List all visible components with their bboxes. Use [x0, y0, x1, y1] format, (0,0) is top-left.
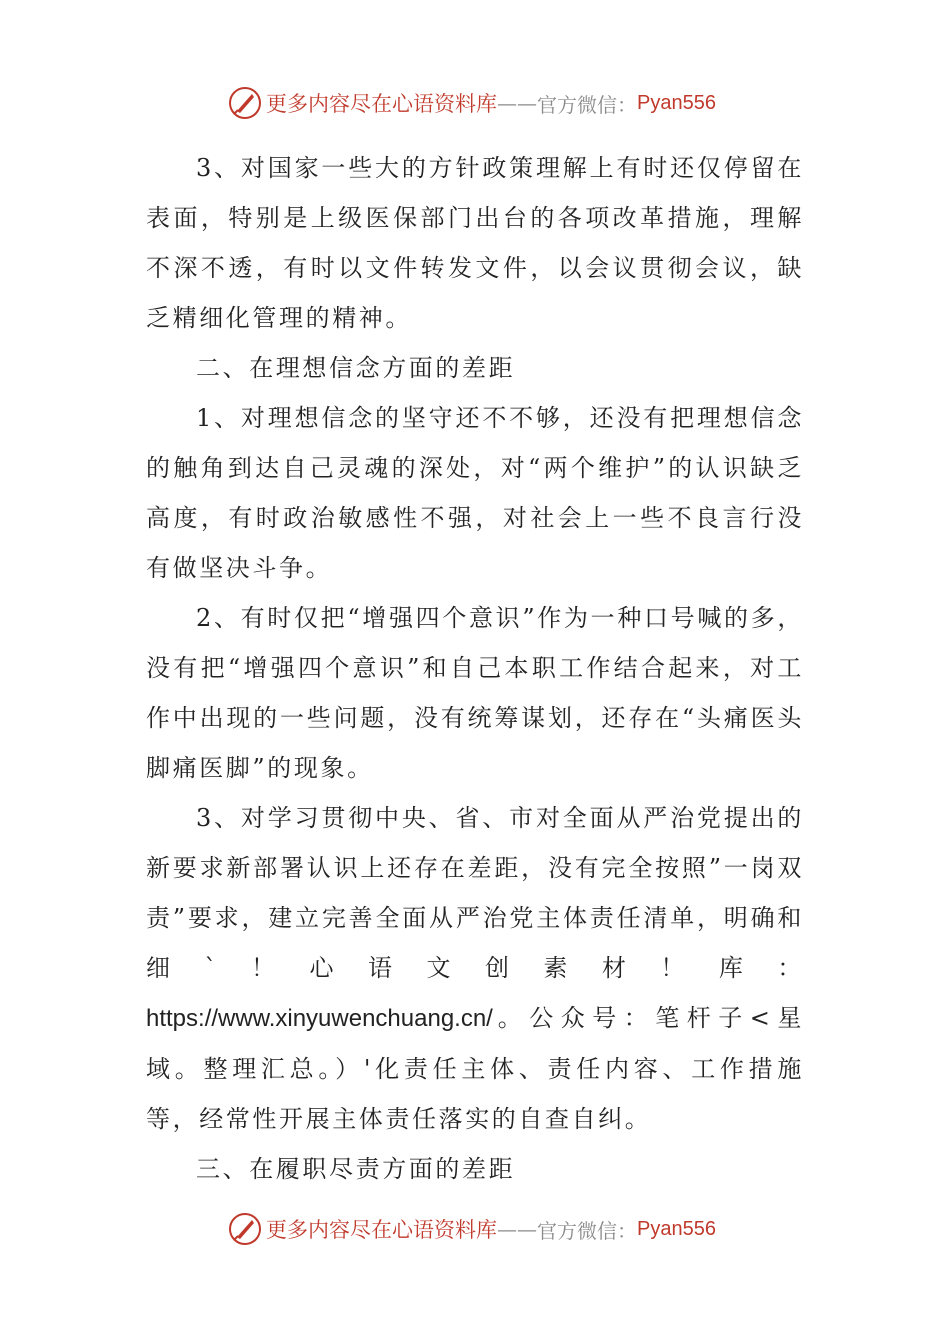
document-body — [146, 143, 804, 1194]
watermark-wechat-label: 官方微信： — [537, 1218, 637, 1243]
watermark-site-name: 更多内容尽在心语资料库 — [266, 92, 497, 116]
watermark-dash: —— — [497, 1217, 537, 1241]
paragraph-2: 1、对理想信念的坚守还不不够，还没有把理想信念的触角到达自己灵魂的深处，对“两个维护”的认识缺乏高度，有时政治敏感性不强，对社会上一些不良言行没有做坚决斗争。 — [146, 404, 804, 582]
watermark-wechat-id: Pyan556 — [637, 1217, 716, 1240]
paragraph-4-text-b: 。公众号：笔杆子<星域。整理汇总。）'化责任主体、责任内容、工作措施等，经常性开展主体责任落实的自查自纠。 — [146, 1004, 804, 1133]
footer-watermark — [228, 1209, 716, 1249]
watermark-site-name: 更多内容尽在心语资料库 — [266, 1218, 497, 1242]
quill-logo-icon — [228, 1212, 262, 1246]
paragraph-1: 3、对国家一些大的方针政策理解上有时还仅停留在表面，特别是上级医保部门出台的各项改革措施，理解不深不透，有时以文件转发文件，以会议贯彻会议，缺乏精细化管理的精神。 — [146, 154, 804, 332]
watermark-wechat-id: Pyan556 — [637, 91, 716, 114]
section-heading-2: 二、在理想信念方面的差距 — [196, 354, 516, 382]
quill-logo-icon — [228, 86, 262, 120]
paragraph-3: 2、有时仅把“增强四个意识”作为一种口号喊的多，没有把“增强四个意识”和自己本职工作结合起来，对工作中出现的一些问题，没有统筹谋划，还存在“头痛医头脚痛医脚”的现象。 — [146, 604, 804, 782]
paragraph-4-text-a: 3、对学习贯彻中央、省、市对全面从严治党提出的新要求新部署认识上还存在差距，没有完全按照”一岗双责”要求，建立完善全面从严治党主体责任清单，明确和细`！心语文创素材！库： — [146, 804, 804, 982]
paragraph-4 — [146, 793, 804, 1144]
header-watermark — [228, 83, 716, 123]
watermark-dash: —— — [497, 91, 537, 115]
section-heading-3: 三、在履职尽责方面的差距 — [196, 1155, 516, 1183]
watermark-wechat-label: 官方微信： — [537, 92, 637, 117]
paragraph-4-url: https://www.xinyuwenchuang.cn/ — [146, 1005, 493, 1032]
